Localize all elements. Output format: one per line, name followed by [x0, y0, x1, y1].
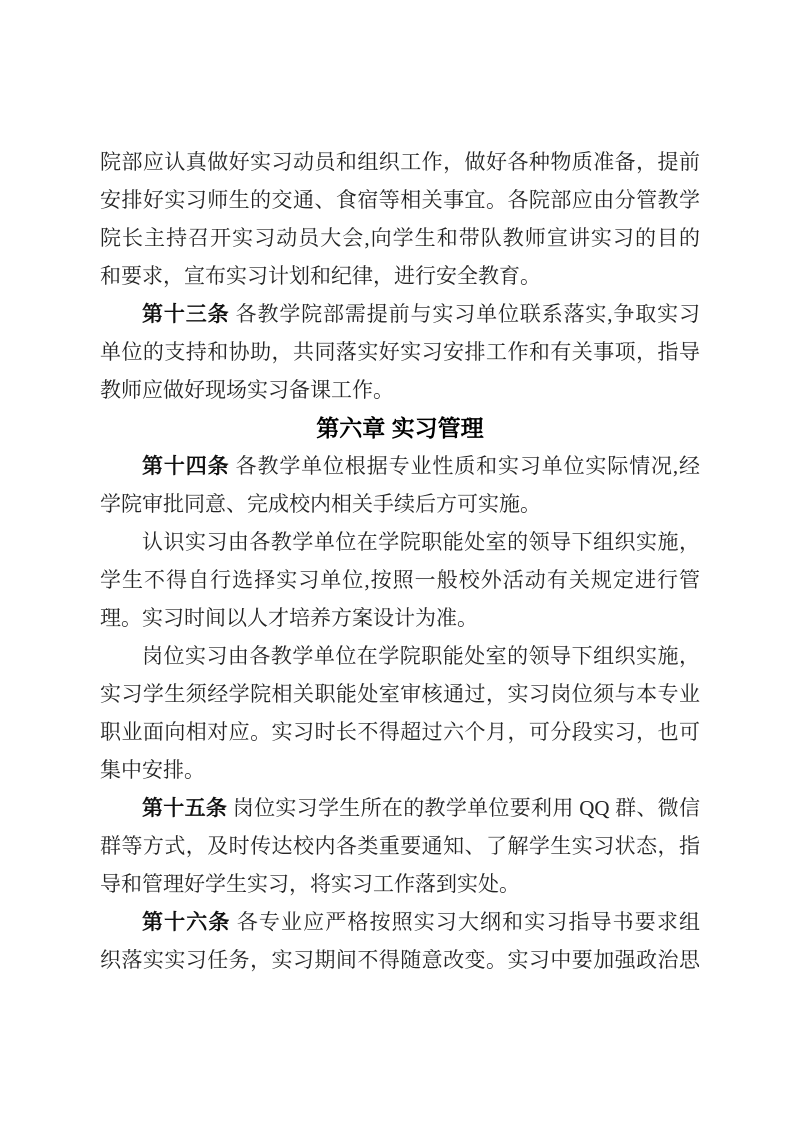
text-segment: 群等方式，及时传达校内各类重要通知、了解学生实习状态，指: [100, 834, 700, 858]
text-segment: 教师应做好现场实习备课工作。: [100, 378, 394, 402]
text-segment: 和要求，宣布实习计划和纪律，进行安全教育。: [100, 264, 541, 288]
text-line: [100, 333, 700, 371]
article-number-label: 第十六条: [142, 910, 231, 934]
text-segment: 安排好实习师生的交通、食宿等相关事宜。各院部应由分管教学: [100, 188, 700, 212]
para-renshi-shixi: [100, 523, 700, 637]
text-segment: 院长主持召开实习动员大会,向学生和带队教师宣讲实习的目的: [100, 226, 700, 250]
text-segment: 岗位实习由各教学单位在学院职能处室的领导下组织实施，: [142, 644, 700, 668]
article-number-label: 第十四条: [142, 454, 230, 478]
text-segment: 单位的支持和协助，共同落实好实习安排工作和有关事项，指导: [100, 340, 700, 364]
text-segment: 导和管理好学生实习，将实习工作落到实处。: [100, 872, 520, 896]
text-line: [100, 827, 700, 865]
chapter-6-heading: 第六章 实习管理: [316, 415, 484, 441]
text-line: [100, 485, 700, 523]
text-segment: 各专业应严格按照实习大纲和实习指导书要求组: [230, 910, 700, 934]
text-line: [100, 295, 700, 333]
text-line: [100, 599, 700, 637]
text-line: [100, 257, 700, 295]
text-segment: 织落实实习任务，实习期间不得随意改变。实习中要加强政治思: [100, 948, 700, 972]
text-line: [100, 789, 700, 827]
para-article-14: [100, 447, 700, 523]
text-line: [100, 371, 700, 409]
para-gangwei-shixi: [100, 637, 700, 789]
text-segment: 各教学院部需提前与实习单位联系落实,争取实习: [229, 302, 700, 326]
text-line: [100, 637, 700, 675]
text-line: [100, 751, 700, 789]
text-line: [100, 675, 700, 713]
text-segment: 院部应认真做好实习动员和组织工作，做好各种物质准备，提前: [100, 150, 700, 174]
text-line: [100, 447, 700, 485]
text-segment: 各教学单位根据专业性质和实习单位实际情况,经: [229, 454, 700, 478]
text-line: [100, 219, 700, 257]
text-segment: 集中安排。: [100, 758, 205, 782]
text-segment: 理。实习时间以人才培养方案设计为准。: [100, 606, 478, 630]
text-line: [100, 903, 700, 941]
text-line: [100, 523, 700, 561]
text-segment: 职业面向相对应。实习时长不得超过六个月，可分段实习，也可: [100, 720, 700, 744]
text-line: [100, 561, 700, 599]
text-line: [100, 865, 700, 903]
text-segment: 学生不得自行选择实习单位,按照一般校外活动有关规定进行管: [100, 568, 700, 592]
text-segment: 实习学生须经学院相关职能处室审核通过，实习岗位须与本专业: [100, 682, 700, 706]
text-line: [100, 143, 700, 181]
para-article-16: [100, 903, 700, 979]
para-article-15: [100, 789, 700, 903]
text-segment: 岗位实习学生所在的教学单位要利用 QQ 群、微信: [227, 796, 700, 820]
text-line: [100, 181, 700, 219]
document-body: [100, 143, 700, 979]
text-line: [100, 713, 700, 751]
text-line: [100, 941, 700, 979]
para-dongyuan-continuation: [100, 143, 700, 295]
text-segment: 学院审批同意、完成校内相关手续后方可实施。: [100, 492, 541, 516]
text-segment: 认识实习由各教学单位在学院职能处室的领导下组织实施，: [142, 530, 700, 554]
para-article-13: [100, 295, 700, 409]
article-number-label: 第十三条: [142, 302, 230, 326]
article-number-label: 第十五条: [142, 796, 228, 820]
